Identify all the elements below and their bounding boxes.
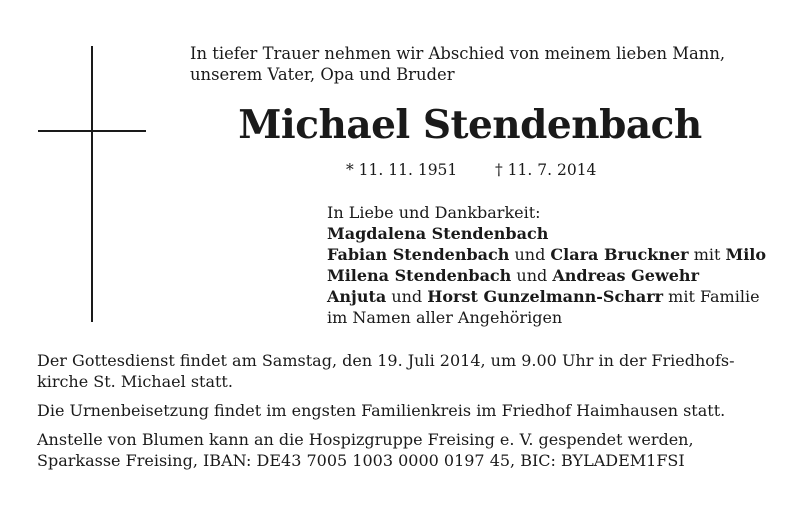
donation-notice [37, 429, 754, 471]
service-line-1: Der Gottesdienst findet am Samstag, den 19. Juli 2014, um 9.00 Uhr in der Friedhofs- [37, 351, 735, 370]
family-heading: In Liebe und Dankbarkeit: [327, 203, 541, 222]
deceased-name: Michael Stendenbach [238, 102, 702, 148]
family-name: Milena Stendenbach [327, 266, 512, 285]
cross-icon-horizontal [38, 130, 146, 132]
family-row-4 [327, 286, 767, 307]
family-row-3 [327, 265, 767, 286]
intro-line-1: In tiefer Trauer nehmen wir Abschied von meinem lieben Mann, [190, 44, 726, 63]
family-row-2 [327, 244, 767, 265]
burial-line: Die Urnenbeisetzung findet im engsten Familienkreis im Friedhof Haimhausen statt. [37, 401, 726, 420]
intro-line-2: unserem Vater, Opa und Bruder [190, 65, 455, 84]
birth-date: * 11. 11. 1951 [346, 161, 458, 179]
donation-line-2: Sparkasse Freising, IBAN: DE43 7005 1003 0000 0197 45, BIC: BYLADEM1FSI [37, 451, 685, 470]
family-name: Fabian Stendenbach [327, 245, 510, 264]
family-row-1 [327, 223, 767, 244]
family-name: Anjuta [327, 287, 387, 306]
family-closing: im Namen aller Angehörigen [327, 308, 563, 327]
family-name: Magdalena Stendenbach [327, 224, 549, 243]
connector-text: mit [688, 245, 726, 264]
cross-icon-vertical [91, 46, 93, 322]
family-name: Clara Bruckner [550, 245, 689, 264]
connector-text: und [386, 287, 428, 306]
intro-text [190, 43, 760, 85]
connector-text: und [511, 266, 553, 285]
death-date: † 11. 7. 2014 [495, 161, 597, 179]
family-signature [327, 202, 767, 328]
connector-text: und [509, 245, 551, 264]
family-name: Milo [725, 245, 767, 264]
burial-notice [37, 400, 754, 421]
service-line-2: kirche St. Michael statt. [37, 372, 233, 391]
donation-line-1: Anstelle von Blumen kann an die Hospizgruppe Freising e. V. gespendet werden, [37, 430, 694, 449]
connector-text: mit Familie [663, 287, 760, 306]
service-notice [37, 350, 754, 392]
family-name: Andreas Gewehr [552, 266, 699, 285]
family-name: Horst Gunzelmann-Scharr [427, 287, 664, 306]
